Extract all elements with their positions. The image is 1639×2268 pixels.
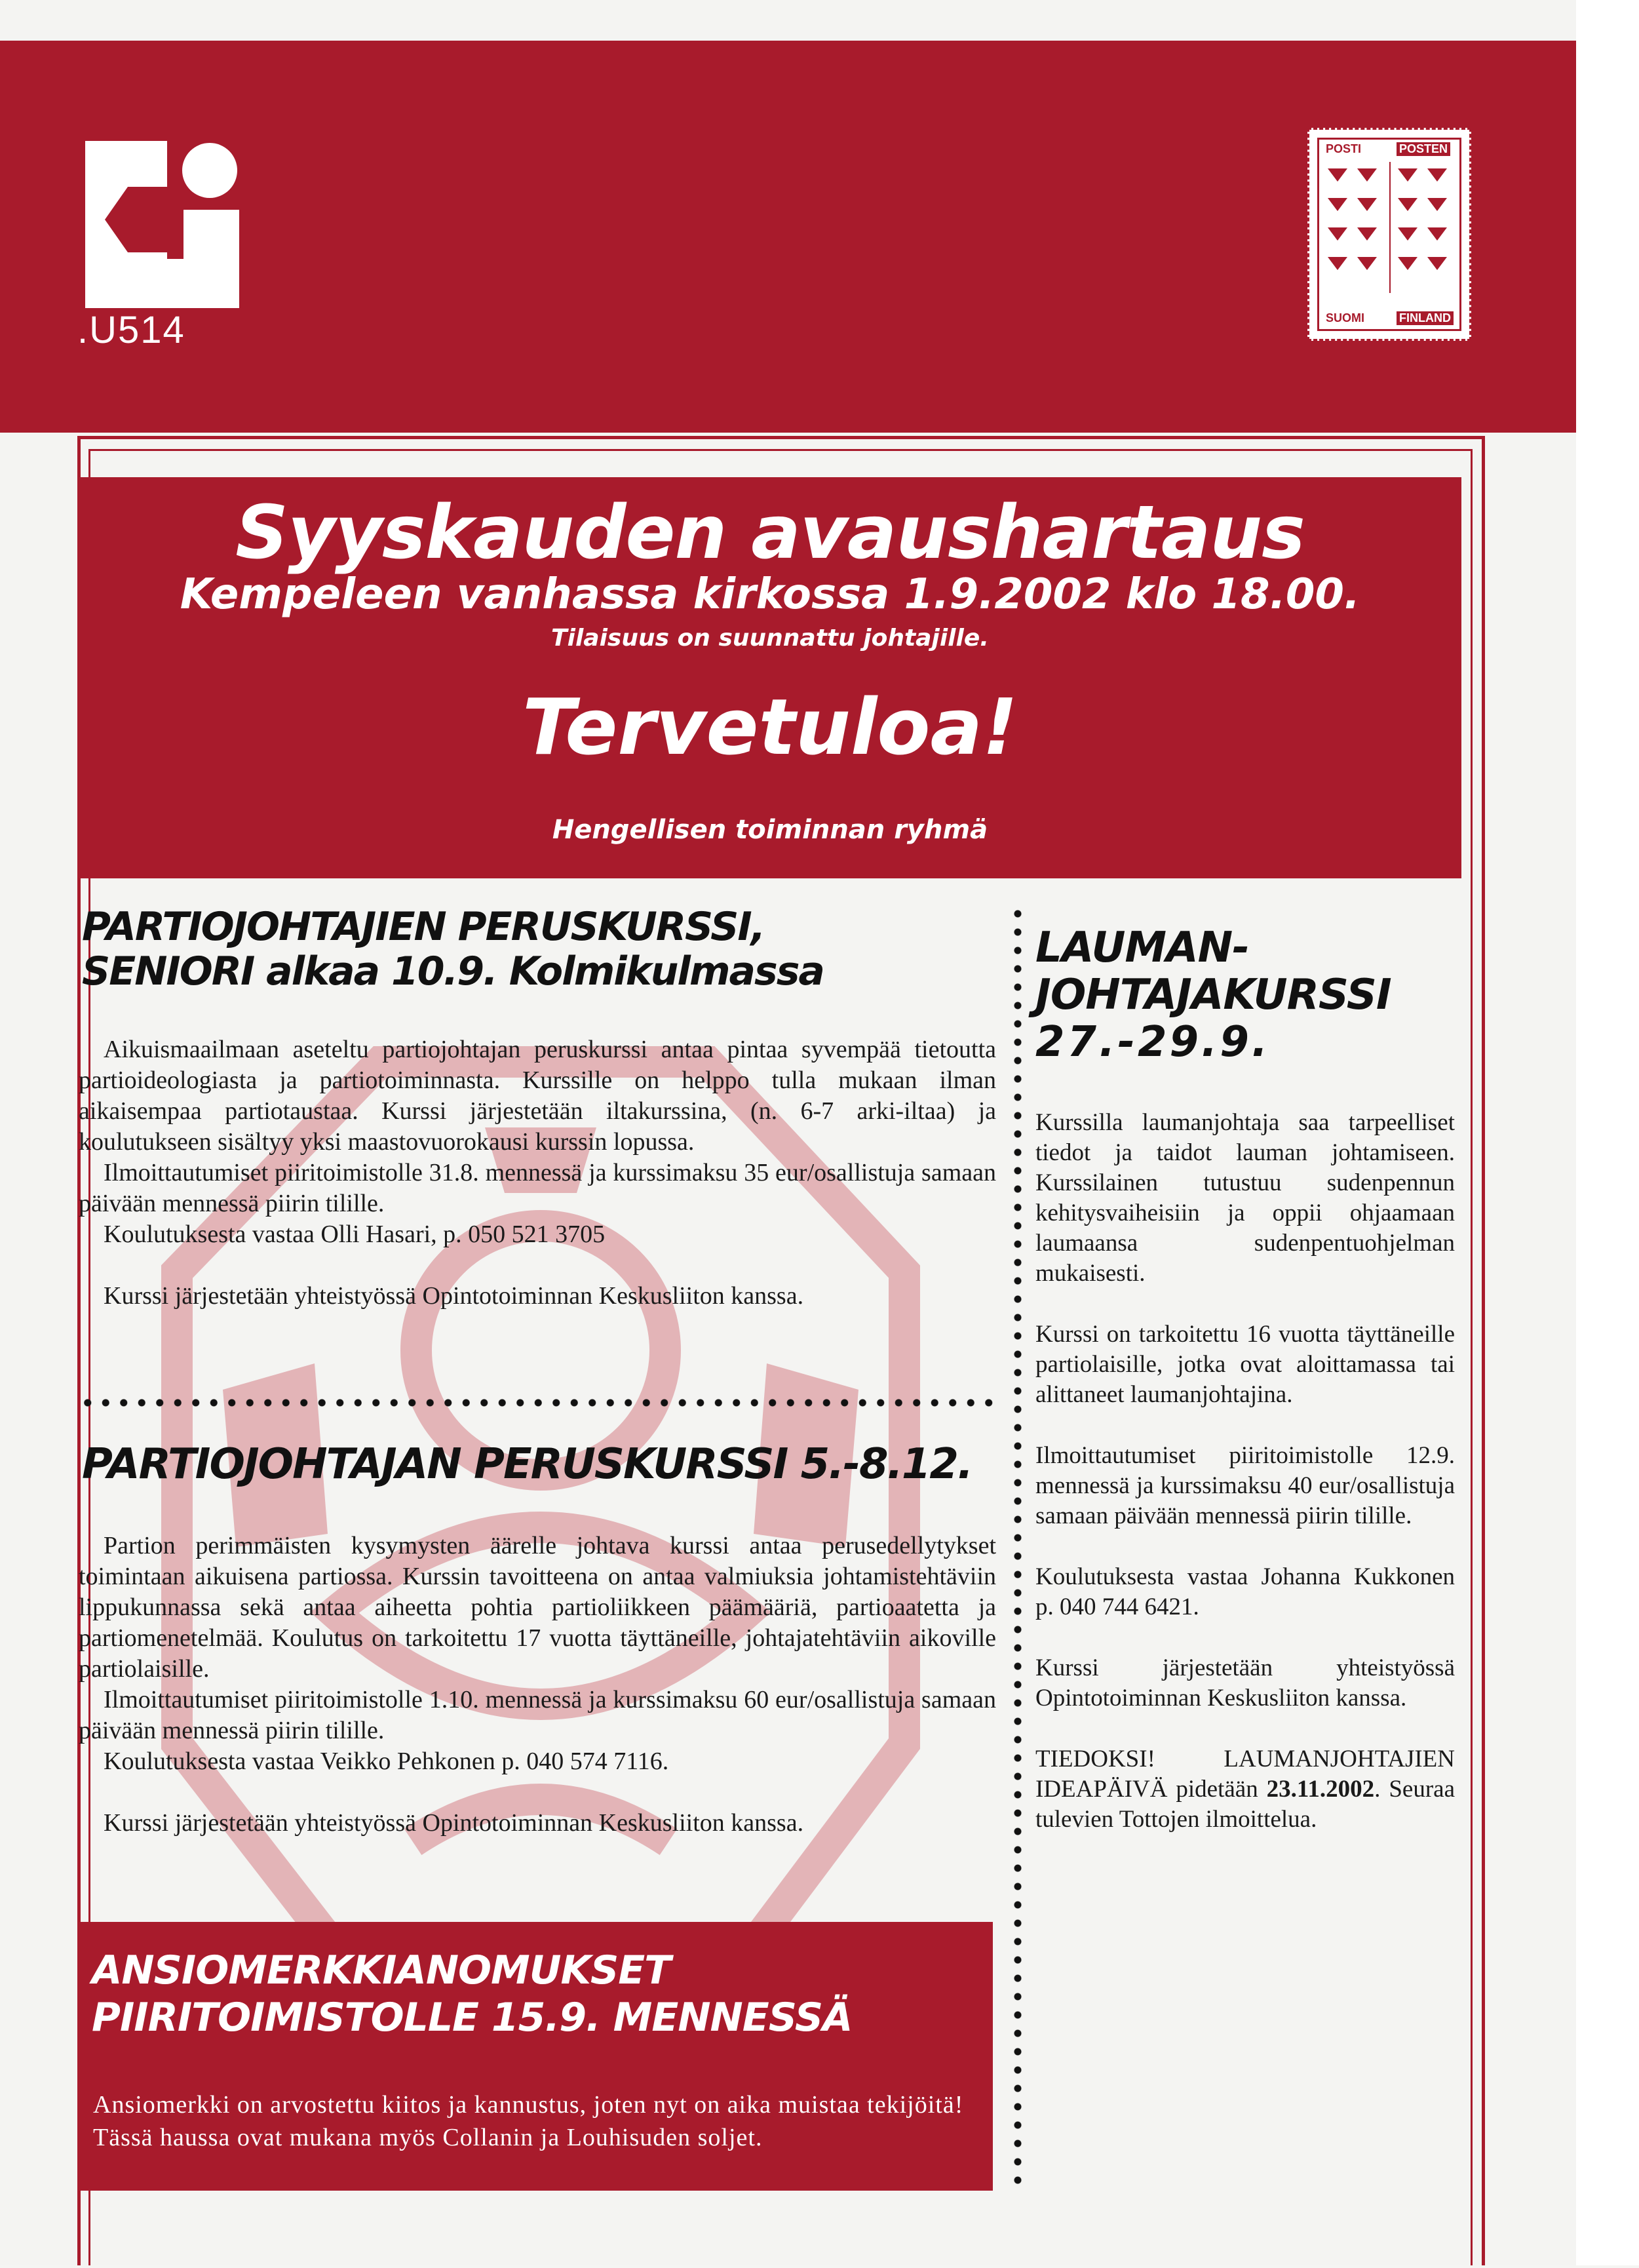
course1-heading xyxy=(82,905,824,994)
stamp-label-posten: POSTEN xyxy=(1397,142,1450,156)
logo-code: .U514 xyxy=(77,309,185,351)
course1-paragraph-1: Aikuismaailmaan aseteltu partiojohtajan peruskurssi antaa pintaa syvempää tietoutta partioideologiasta ja partiotoiminnasta. Kurssille on helppo tulla mukaan ilman aikaisempaa partiotaustaa. Kurssi järjestetään iltakurssina, (n. 6-7 arki-iltaa) ja koulutukseen sisältyy yksi maastovuorokausi kurssin lopussa. xyxy=(79,1036,996,1156)
course1-body xyxy=(79,1034,996,1312)
sidebar-heading-line2: JOHTAJAKURSSI xyxy=(1035,971,1391,1019)
sidebar-paragraph-2: Kurssi on tarkoitettu 16 vuotta täyttäneille partiolaisille, jotka ovat aloittamassa tai alittaneet laumanjohtajina. xyxy=(1035,1321,1455,1408)
merit-text: Ansiomerkki on arvostettu kiitos ja kannustus, joten nyt on aika muistaa tekijöitä! Tässä haussa ovat mukana myös Collanin ja Louhisuden soljet. xyxy=(93,2091,964,2151)
stamp-triangles-icon xyxy=(1324,162,1456,293)
course2-paragraph-2: Ilmoittautumiset piiritoimistolle 1.10. mennessä ja kurssimaksu 60 eur/osallistuja samaan päivään mennessä piirin tilille. xyxy=(79,1686,996,1744)
banner-title: Syyskauden avaushartaus xyxy=(235,490,1305,576)
sidebar-paragraph-1: Kurssilla laumanjohtaja saa tarpeelliset tiedot ja taidot lauman johtamiseen. Kurssilainen tutustuu sudenpennun kehitysvaiheisiin ja oppii ohjaamaan laumaansa sudenpentuohjelman mukaisesti. xyxy=(1035,1109,1455,1287)
merit-applications-box xyxy=(79,1922,993,2191)
sidebar-heading-line3: 27.-29.9. xyxy=(1035,1018,1271,1066)
course1-heading-line2: SENIORI alkaa 10.9. Kolmikulmassa xyxy=(82,948,824,994)
course1-paragraph-4: Kurssi järjestetään yhteistyössä Opintotoiminnan Keskusliiton kanssa. xyxy=(104,1282,804,1310)
course1-paragraph-3: Koulutuksesta vastaa Olli Hasari, p. 050 521 3705 xyxy=(104,1221,606,1248)
organization-logo-icon xyxy=(79,134,249,315)
sidebar-notice-date: 23.11.2002 xyxy=(1266,1776,1375,1803)
dotted-divider-horizontal xyxy=(79,1396,996,1409)
dotted-divider-vertical xyxy=(1011,905,1024,2189)
merit-heading xyxy=(92,1947,983,2041)
event-banner xyxy=(79,477,1461,878)
sidebar-heading xyxy=(1035,924,1391,1066)
stamp-label-posti: POSTI xyxy=(1326,142,1362,155)
sidebar-heading-line1: LAUMAN- xyxy=(1035,924,1249,972)
sidebar-notice-prefix: TIEDOKSI! LAUMANJOHTAJIEN IDEAPÄIVÄ pidetään xyxy=(1035,1746,1455,1803)
page-right-margin xyxy=(1576,0,1639,2265)
course2-paragraph-1: Partion perimmäisten kysymysten äärelle johtava kurssi antaa perusedellytykset toimintaan aikuisena partiossa. Kurssin tavoitteena on antaa valmiuksia johtamistehtäviin lippukunnassa sekä antaa aiheetta pohtia partioliikkeen päämääriä, partioaatetta ja partiomenetelmää. Koulutus on tarkoitettu 17 vuotta täyttäneille, johtajatehtäviin aikoville partiolaisille. xyxy=(79,1532,996,1683)
course1-heading-line1: PARTIOJOHTAJIEN PERUSKURSSI, xyxy=(82,904,765,950)
course2-heading: PARTIOJOHTAJAN PERUSKURSSI 5.-8.12. xyxy=(82,1440,973,1489)
banner-welcome: Tervetuloa! xyxy=(522,682,1018,772)
postage-paid-stamp xyxy=(1307,128,1471,341)
sidebar-paragraph-3: Ilmoittautumiset piiritoimistolle 12.9. mennessä ja kurssimaksu 40 eur/osallistuja samaan päivään mennessä piirin tilille. xyxy=(1035,1442,1455,1529)
sidebar-body xyxy=(1035,1108,1455,1835)
sidebar-paragraph-5: Kurssi järjestetään yhteistyössä Opintotoiminnan Keskusliiton kanssa. xyxy=(1035,1654,1455,1711)
banner-subtitle: Kempeleen vanhassa kirkossa 1.9.2002 klo 18.00. xyxy=(180,570,1360,619)
stamp-label-finland: FINLAND xyxy=(1397,311,1454,325)
course2-paragraph-4: Kurssi järjestetään yhteistyössä Opintotoiminnan Keskusliiton kanssa. xyxy=(104,1809,804,1837)
sidebar-paragraph-6 xyxy=(1035,1744,1455,1835)
banner-note: Tilaisuus on suunnattu johtajille. xyxy=(551,625,989,652)
sidebar-notice-suffix: . Seuraa tulevien Tottojen ilmoittelua. xyxy=(1035,1776,1455,1833)
stamp-label-suomi: SUOMI xyxy=(1326,311,1365,324)
merit-heading-line1: ANSIOMERKKIANOMUKSET xyxy=(92,1947,671,1993)
course2-paragraph-3: Koulutuksesta vastaa Veikko Pehkonen p. 040 574 7116. xyxy=(104,1748,669,1775)
sidebar-paragraph-4: Koulutuksesta vastaa Johanna Kukkonen p. 040 744 6421. xyxy=(1035,1563,1455,1620)
merit-heading-line2: PIIRITOIMISTOLLE 15.9. MENNESSÄ xyxy=(92,1995,853,2041)
course1-paragraph-2: Ilmoittautumiset piiritoimistolle 31.8. mennessä ja kurssimaksu 35 eur/osallistuja samaan päivään mennessä piirin tilille. xyxy=(79,1159,996,1217)
course2-body xyxy=(79,1531,996,1839)
banner-group: Hengellisen toiminnan ryhmä xyxy=(552,815,988,845)
